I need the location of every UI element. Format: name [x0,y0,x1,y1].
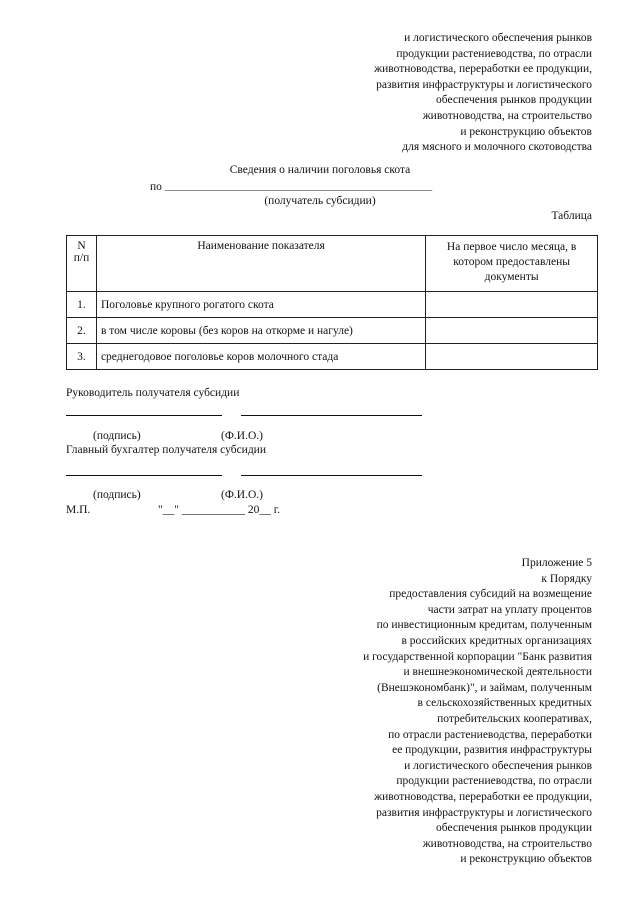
table-label: Таблица [551,210,592,222]
row-indicator: среднегодовое поголовье коров молочного стада [96,344,425,370]
appendix-line: Приложение 5 [521,557,592,569]
header-month-value: На первое число месяца, в котором предоставлены документы [426,236,598,292]
appendix-line: животноводства, переработки ее продукции, [374,790,592,803]
header-line: и логистического обеспечения рынков [404,32,592,44]
appendix-line: предоставления субсидий на возмещение [389,588,592,601]
appendix-line: и внешнеэкономической деятельности [403,666,592,679]
stamp-label: М.П. [66,504,91,516]
table-header-row [67,236,598,292]
header-line: продукции растениеводства, по отрасли [396,47,592,60]
appendix-line: части затрат на уплату процентов [427,603,592,616]
form-title: Сведения о наличии поголовья скота [229,164,411,176]
appendix-line: и логистического обеспечения рынков [404,759,592,772]
row-number: 2. [67,318,97,344]
table-row [67,292,598,318]
header-line: для мясного и молочного скотоводства [402,141,592,154]
accountant-signature-line[interactable] [66,475,222,476]
appendix-line: обеспечения рынков продукции [436,822,592,835]
head-fio-line[interactable] [241,415,422,416]
appendix-line: по инвестиционным кредитам, полученным [376,619,592,632]
appendix-line: ее продукции, развития инфраструктуры [392,744,592,757]
row-value-cell[interactable] [426,318,598,344]
header-line: животноводства, переработки ее продукции, [374,63,592,76]
accountant-label: Главный бухгалтер получателя субсидии [66,444,266,456]
appendix-line: животноводства, на строительство [422,837,592,850]
appendix-line: развития инфраструктуры и логистического [376,806,592,819]
livestock-table [66,235,598,370]
appendix-line: потребительских кооперативах, [437,712,592,725]
appendix-line: в сельскохозяйственных кредитных [417,697,592,710]
head-signature-caption: (подпись) [93,430,141,442]
row-number: 3. [67,344,97,370]
appendix-line: продукции растениеводства, по отрасли [396,775,592,788]
row-value-cell[interactable] [426,292,598,318]
date-field[interactable]: "__" ___________ 20__ г. [158,504,281,516]
appendix-line: (Внешэкономбанк)", и займам, полученным [377,681,592,694]
po-label: по [150,181,162,193]
recipient-field[interactable]: ____________________________________________________________ [164,183,432,193]
head-signature-line[interactable] [66,415,222,416]
appendix-line: и государственной корпорации "Банк развития [363,650,592,663]
header-reference-block [374,31,592,156]
appendix-line: по отрасли растениеводства, переработки [388,728,592,741]
row-number: 1. [67,292,97,318]
table-row [67,344,598,370]
row-indicator: Поголовье крупного рогатого скота [96,292,425,318]
appendix-line: и реконструкцию объектов [460,853,592,866]
header-line: и реконструкцию объектов [460,125,592,138]
row-indicator: в том числе коровы (без коров на откорме и нагуле) [96,318,425,344]
appendix-line: к Порядку [541,572,592,585]
row-value-cell[interactable] [426,344,598,370]
head-fio-caption: (Ф.И.О.) [221,430,263,442]
header-number: N п/п [67,236,97,292]
header-line: животноводства, на строительство [422,109,592,122]
header-indicator-name: Наименование показателя [96,236,425,292]
header-line: развития инфраструктуры и логистического [376,78,592,91]
accountant-fio-line[interactable] [241,475,422,476]
accountant-signature-caption: (подпись) [93,489,141,501]
table-row [67,318,598,344]
appendix-line: в российских кредитных организациях [401,634,592,647]
accountant-fio-caption: (Ф.И.О.) [221,489,263,501]
appendix-block [363,556,592,868]
head-label: Руководитель получателя субсидии [66,387,240,399]
recipient-caption: (получатель субсидии) [264,195,376,207]
header-line: обеспечения рынков продукции [436,94,592,107]
